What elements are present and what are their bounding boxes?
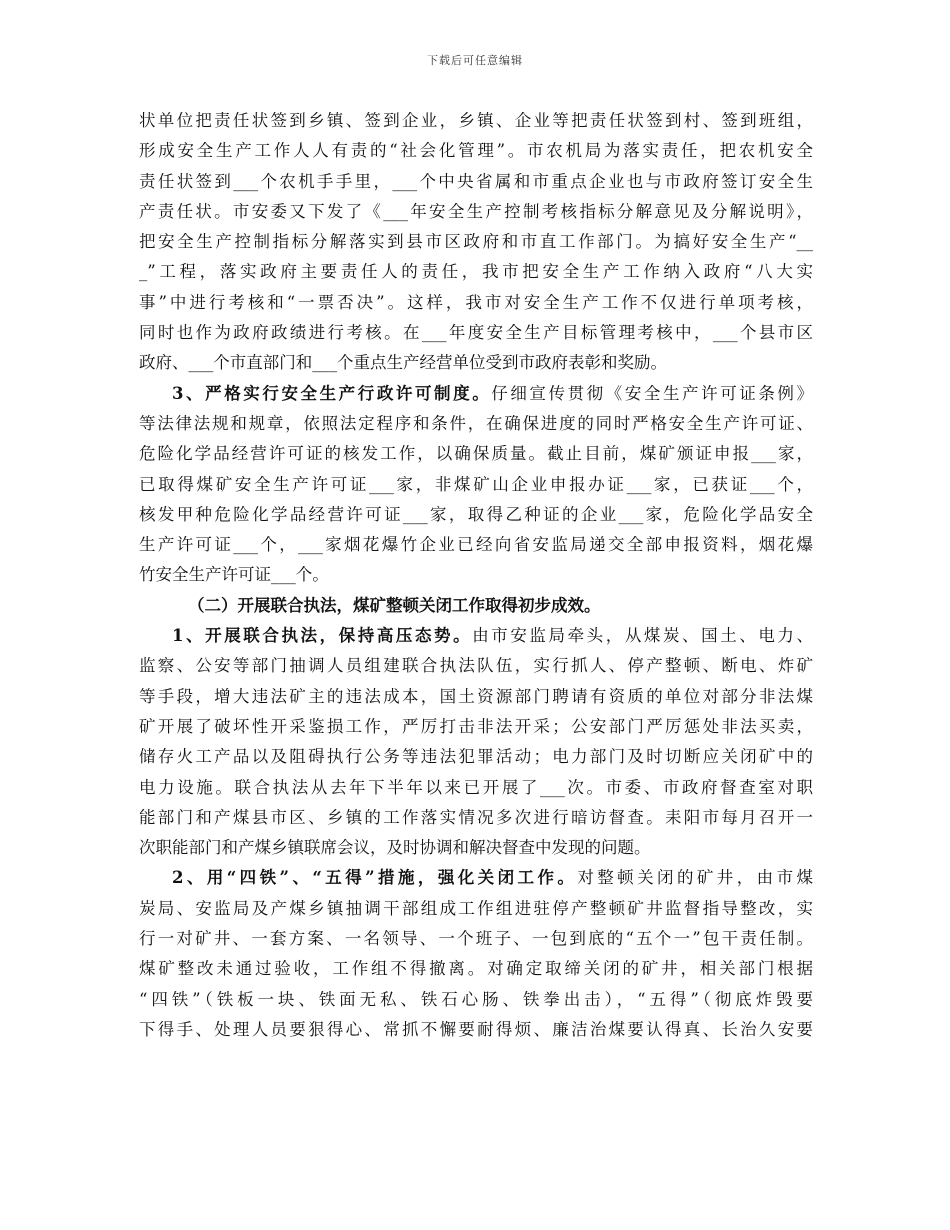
paragraph [139, 106, 813, 379]
paragraph [139, 621, 813, 863]
text-line: 生产许可证___个，___家烟花爆竹企业已经向省安监局递交全部申报资料，烟花爆 [139, 535, 813, 555]
text-line: 能部门和产煤县市区、乡镇的工作落实情况多次进行暗访督查。耒阳市每月召开一 [139, 807, 813, 827]
text-line: 竹安全生产许可证___个。 [139, 565, 329, 585]
text-line: _”工程，落实政府主要责任人的责任，我市把安全生产工作纳入政府“八大实 [139, 262, 813, 282]
text-line: 政府、___个市直部门和___个重点生产经营单位受到市政府表彰和奖励。 [139, 353, 667, 373]
text-line: 状单位把责任状签到乡镇、签到企业，乡镇、企业等把责任状签到村、签到班组， [139, 111, 813, 130]
text-run: 对整顿关闭的矿井，由市煤 [577, 868, 813, 888]
section-heading-block [139, 591, 813, 621]
text-line: 产责任状。市安委又下发了《___年安全生产控制考核指标分解意见及分解说明》， [139, 201, 813, 221]
text-line: 核发甲种危险化学品经营许可证___家，取得乙种证的企业___家，危险化学品安全 [139, 504, 813, 524]
text-line: 监察、公安等部门抽调人员组建联合执法队伍，实行抓人、停产整顿、断电、炸矿 [139, 656, 813, 676]
paragraph [139, 863, 813, 1045]
text-line: 次职能部门和产煤乡镇联席会议，及时协调和解决督查中发现的问题。 [139, 838, 651, 858]
text-run: 仔细宣传贯彻《安全生产许可证条例》 [491, 383, 814, 403]
text-line: 事”中进行考核和“一票否决”。这样，我市对安全生产工作不仅进行单项考核， [139, 292, 813, 312]
text-line [139, 621, 813, 651]
section-lead: 1、开展联合执法，保持高压态势。 [172, 626, 473, 646]
page-header: 下载后可任意编辑 [427, 54, 523, 67]
text-line: 行一对矿井、一套方案、一名领导、一个班子、一包到底的“五个一”包干责任制。 [139, 929, 813, 949]
text-line: 矿开展了破坏性开采鉴损工作，严厉打击非法开采；公安部门严厉惩处非法买卖， [139, 716, 813, 736]
text-line: 煤矿整改未通过验收，工作组不得撤离。对确定取缔关闭的矿井，相关部门根据 [139, 959, 813, 979]
text-line: 已取得煤矿安全生产许可证___家，非煤矿山企业申报办证___家，已获证___个， [139, 474, 814, 494]
text-line: 储存火工产品以及阻碍执行公务等违法犯罪活动；电力部门及时切断应关闭矿中的 [139, 747, 813, 767]
text-line: 电力设施。联合执法从去年下半年以来已开展了___次。市委、市政府督查室对职 [139, 777, 813, 797]
section-lead: 2、用“四铁”、“五得”措施，强化关闭工作。 [172, 868, 578, 888]
text-line: 危险化学品经营许可证的核发工作，以确保质量。截止目前，煤矿颁证申报___家， [139, 444, 813, 464]
text-run: 由市安监局牵头，从煤炭、国土、电力、 [472, 626, 813, 646]
paragraph [139, 379, 813, 591]
text-line: 等手段，增大违法矿主的违法成本，国土资源部门聘请有资质的单位对部分非法煤 [139, 686, 813, 706]
text-line: 把安全生产控制指标分解落实到县市区政府和市直工作部门。为搞好安全生产“__ [139, 232, 813, 252]
text-line: 下得手、处理人员要狠得心、常抓不懈要耐得烦、廉洁治煤要认得真、长治久安要 [139, 1019, 813, 1039]
text-line: 等法律法规和规章，依照法定程序和条件，在确保进度的同时严格安全生产许可证、 [139, 413, 813, 433]
document-body [139, 106, 813, 1045]
text-line: 形成安全生产工作人人有责的“社会化管理”。市农机局为落实责任，把农机安全 [139, 141, 813, 161]
text-line: 同时也作为政府政绩进行考核。在___年度安全生产目标管理考核中，___个县市区 [139, 323, 813, 343]
text-line [139, 379, 813, 409]
text-line [139, 863, 813, 893]
text-line: “四铁”（铁板一块、铁面无私、铁石心肠、铁拳出击），“五得”（彻底炸毁要 [139, 989, 813, 1009]
text-line: 责任状签到___个农机手手里，___个中央省属和市重点企业也与市政府签订安全生 [139, 171, 813, 191]
text-line: 炭局、安监局及产煤乡镇抽调干部组成工作组进驻停产整顿矿井监督指导整改，实 [139, 898, 813, 918]
section-heading: （二）开展联合执法，煤矿整顿关闭工作取得初步成效。 [188, 595, 601, 615]
section-lead: 3、严格实行安全生产行政许可制度。 [172, 383, 492, 403]
